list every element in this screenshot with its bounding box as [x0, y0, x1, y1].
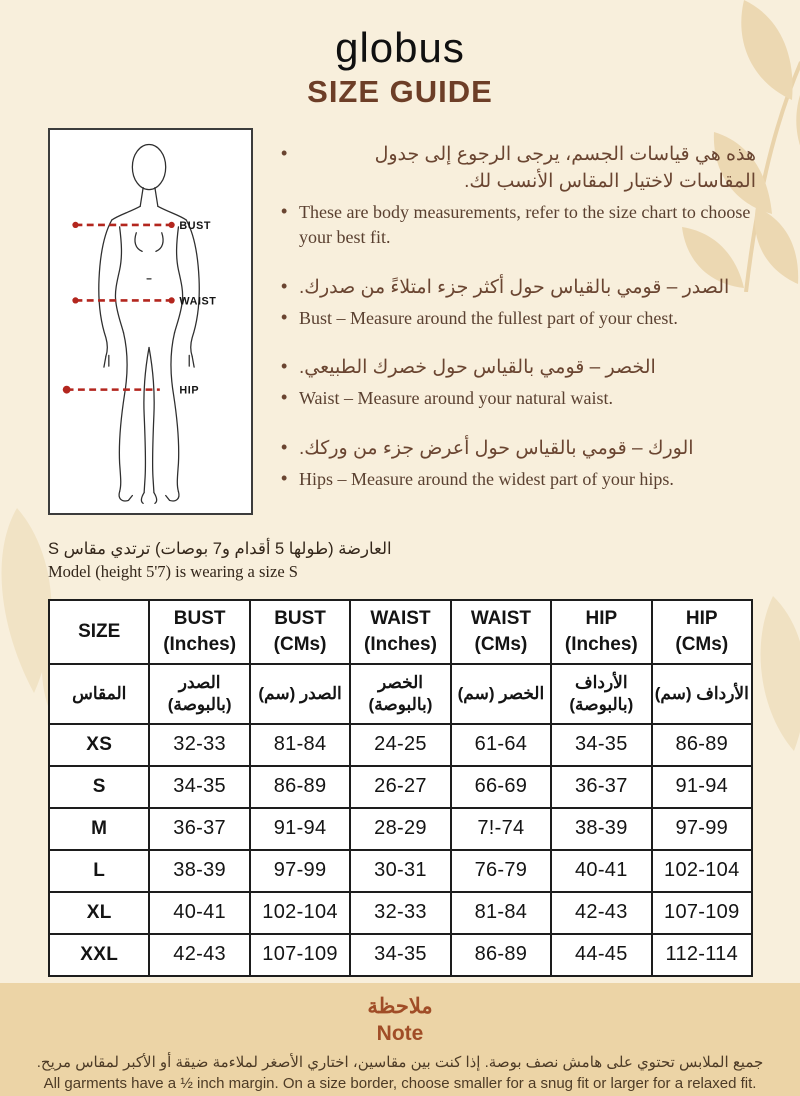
data-cell: 66-69 [451, 766, 551, 808]
bullet-dot: • [281, 200, 288, 221]
measurement-instructions [281, 128, 756, 517]
table-header-row-english [49, 600, 752, 664]
data-cell: 107-109 [652, 892, 752, 934]
header-cell-waist-in-ar: الخصر (بالبوصة) [350, 664, 450, 724]
header-cell-hip-in-ar: الأرداف (بالبوصة) [551, 664, 651, 724]
bullet-item-waist-ar [281, 355, 756, 382]
data-cell: 81-84 [250, 724, 350, 766]
table-header-row-arabic [49, 664, 752, 724]
bullet-dot: • [281, 306, 288, 327]
waist-line-label: WAIST [179, 295, 217, 308]
header-cell-bust-in-ar: الصدر (بالبوصة) [149, 664, 249, 724]
size-cell: XXL [49, 934, 149, 976]
header-cell-waist-cm-ar: الخصر (سم) [451, 664, 551, 724]
header-cell-waist-in: WAIST (Inches) [350, 600, 450, 664]
data-cell: 86-89 [451, 934, 551, 976]
header-cell-hip-cm-ar: الأرداف (سم) [652, 664, 752, 724]
data-cell: 102-104 [250, 892, 350, 934]
data-cell: 38-39 [551, 808, 651, 850]
bullet-dot: • [281, 468, 288, 489]
page-title: SIZE GUIDE [307, 74, 493, 109]
data-cell: 86-89 [250, 766, 350, 808]
data-cell: 44-45 [551, 934, 651, 976]
data-cell: 42-43 [551, 892, 651, 934]
data-cell: 42-43 [149, 934, 249, 976]
bullet-dot: • [281, 387, 288, 408]
note-body-arabic: جميع الملابس تحتوي على هامش نصف بوصة. إذا كنت بين مقاسين، اختاري الأصغر لملاءمة ضيقة أو الأكبر لمقاس مريح. [36, 1053, 764, 1071]
bullet-item-intro-en [281, 200, 756, 250]
bullet-dot: • [281, 275, 288, 296]
bullet-dot: • [281, 143, 288, 163]
table-row-xl [49, 892, 752, 934]
table-row-xs [49, 724, 752, 766]
data-cell: 28-29 [350, 808, 450, 850]
data-cell: 34-35 [551, 724, 651, 766]
bullet-text-arabic: الخصر – قومي بالقياس حول خصرك الطبيعي. [299, 357, 656, 379]
header-cell-waist-cm: WAIST (CMs) [451, 600, 551, 664]
bullet-text-english: Bust – Measure around the fullest part of your chest. [299, 307, 678, 328]
size-chart-table [48, 599, 753, 977]
bullet-text-arabic: الورك – قومي بالقياس حول أعرض جزء من وركك. [299, 438, 694, 460]
table-row-l [49, 850, 752, 892]
data-cell: 76-79 [451, 850, 551, 892]
data-cell: 32-33 [149, 724, 249, 766]
data-cell: 26-27 [350, 766, 450, 808]
header-cell-size: SIZE [49, 600, 149, 664]
size-cell: S [49, 766, 149, 808]
header-cell-hip-in: HIP (Inches) [551, 600, 651, 664]
bullet-text-english: Waist – Measure around your natural waist. [299, 388, 613, 409]
bullet-item-hip-ar [281, 436, 756, 463]
size-cell: M [49, 808, 149, 850]
table-row-xxl [49, 934, 752, 976]
data-cell: 34-35 [149, 766, 249, 808]
note-title-arabic: ملاحظة [367, 995, 433, 1018]
bullet-item-intro-ar [281, 142, 756, 196]
data-cell: 24-25 [350, 724, 450, 766]
data-cell: 112-114 [652, 934, 752, 976]
bullet-item-bust-en [281, 306, 756, 331]
bullet-item-hip-en [281, 467, 756, 492]
table-row-s [49, 766, 752, 808]
data-cell: 91-94 [652, 766, 752, 808]
body-measurement-diagram [48, 128, 253, 515]
data-cell: 38-39 [149, 850, 249, 892]
data-cell: 36-37 [551, 766, 651, 808]
data-cell: 40-41 [149, 892, 249, 934]
size-cell: XS [49, 724, 149, 766]
header-cell-bust-in: BUST (Inches) [149, 600, 249, 664]
data-cell: 107-109 [250, 934, 350, 976]
data-cell: 81-84 [451, 892, 551, 934]
size-cell: XL [49, 892, 149, 934]
hip-line-label: HIP [179, 384, 200, 397]
model-note-arabic: العارضة (طولها 5 أقدام و7 بوصات) ترتدي مقاس S [48, 539, 392, 558]
brand-logo: globus [335, 24, 465, 71]
data-cell: 36-37 [149, 808, 249, 850]
header-cell-bust-cm-ar: الصدر (سم) [250, 664, 350, 724]
header-cell-bust-cm: BUST (CMs) [250, 600, 350, 664]
note-title-english: Note [376, 1022, 424, 1046]
bullet-text-arabic: هذه هي قياسات الجسم، يرجى الرجوع إلى جدول المقاسات لاختيار المقاس الأنسب لك. [374, 144, 756, 192]
data-cell: 97-99 [250, 850, 350, 892]
bust-line-label: BUST [179, 219, 212, 232]
data-cell: 7!-74 [451, 808, 551, 850]
table-row-m [49, 808, 752, 850]
data-cell: 30-31 [350, 850, 450, 892]
model-note [48, 539, 752, 582]
data-cell: 40-41 [551, 850, 651, 892]
bullet-text-english: These are body measurements, refer to the size chart to choose your best fit. [299, 201, 751, 247]
data-cell: 97-99 [652, 808, 752, 850]
header-cell-hip-cm: HIP (CMs) [652, 600, 752, 664]
bullet-dot: • [281, 437, 288, 458]
bullet-dot: • [281, 356, 288, 377]
model-note-english: Model (height 5'7) is wearing a size S [48, 561, 298, 581]
bullet-text-english: Hips – Measure around the widest part of your hips. [299, 469, 674, 490]
body-figure-illustration [50, 130, 251, 513]
size-cell: L [49, 850, 149, 892]
note-section [0, 983, 800, 1096]
data-cell: 91-94 [250, 808, 350, 850]
data-cell: 32-33 [350, 892, 450, 934]
data-cell: 34-35 [350, 934, 450, 976]
data-cell: 102-104 [652, 850, 752, 892]
bullet-item-bust-ar [281, 275, 756, 302]
bullet-item-waist-en [281, 386, 756, 411]
data-cell: 86-89 [652, 724, 752, 766]
data-cell: 61-64 [451, 724, 551, 766]
note-body-english: All garments have a ½ inch margin. On a size border, choose smaller for a snug fit or larger for a relaxed fit. [43, 1074, 757, 1092]
bullet-text-arabic: الصدر – قومي بالقياس حول أكثر جزء امتلاءً من صدرك. [299, 276, 730, 298]
header-cell-size-ar: المقاس [49, 664, 149, 724]
intro-section [48, 128, 756, 517]
